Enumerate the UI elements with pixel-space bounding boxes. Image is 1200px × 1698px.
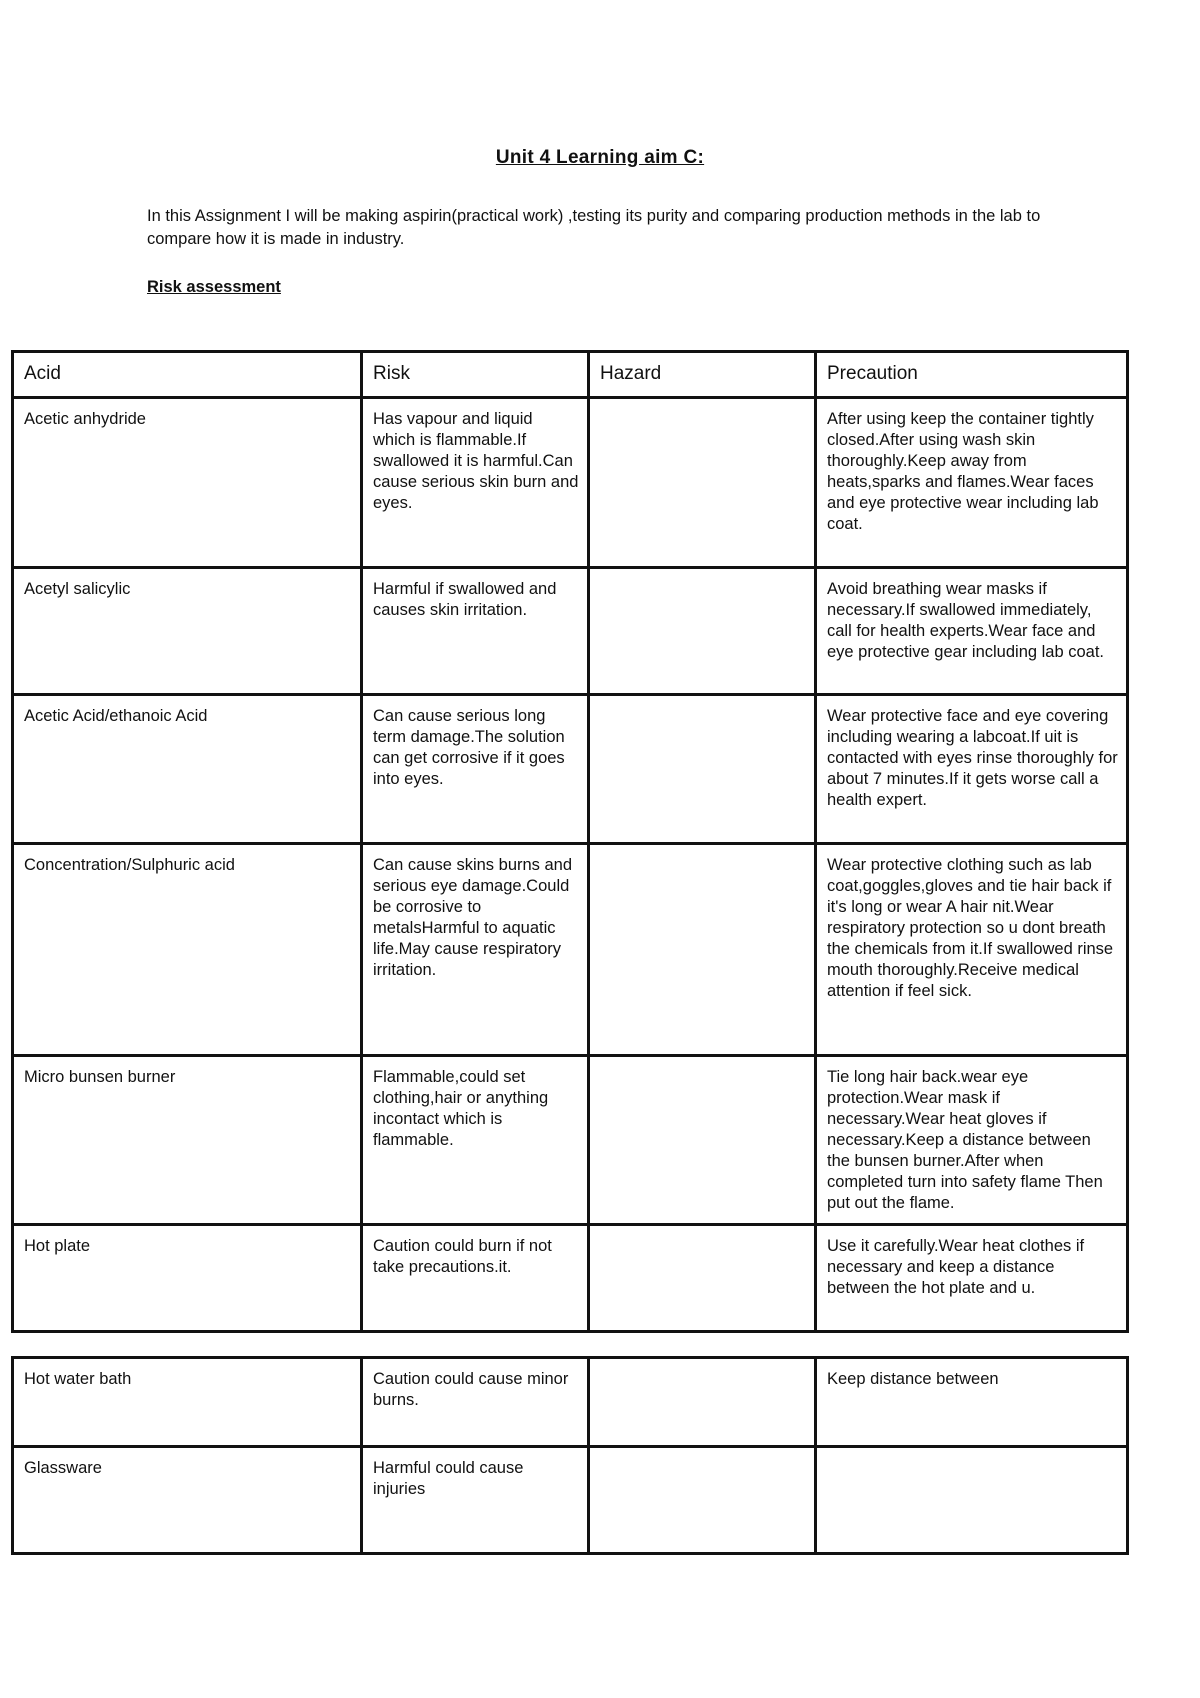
table-row [13, 1056, 1128, 1225]
cell-hazard [589, 568, 816, 695]
document-title: Unit 4 Learning aim C: [495, 147, 705, 168]
cell-item: Concentration/Sulphuric acid [13, 844, 362, 1056]
table-header-row [13, 352, 1128, 398]
cell-precaution: After using keep the container tightly closed.After using wash skin thoroughly.Keep away from heats,sparks and flames.Wear faces and eye protective wear including lab coat. [816, 398, 1128, 568]
table-row [13, 695, 1128, 844]
cell-risk: Caution could burn if not take precautions.it. [362, 1225, 589, 1332]
header-precaution: Precaution [816, 352, 1128, 398]
cell-precaution: Wear protective face and eye covering including wearing a labcoat.If uit is contacted with eyes rinse thoroughly for about 7 minutes.If it gets worse call a health expert. [816, 695, 1128, 844]
table-row [13, 1358, 1128, 1447]
cell-precaution: Avoid breathing wear masks if necessary.If swallowed immediately, call for health experts.Wear face and eye protective gear including lab coat. [816, 568, 1128, 695]
risk-assessment-table [11, 350, 1129, 1333]
cell-hazard [589, 398, 816, 568]
table-row [13, 1225, 1128, 1332]
table-row [13, 398, 1128, 568]
cell-precaution: Keep distance between [816, 1358, 1128, 1447]
header-hazard: Hazard [589, 352, 816, 398]
cell-precaution: Wear protective clothing such as lab coat,goggles,gloves and tie hair back if it's long or wear A hair nit.Wear respiratory protection so u dont breath the chemicals from it.If swallowed rinse mouth thoroughly.Receive medical attention if feel sick. [816, 844, 1128, 1056]
risk-assessment-table-continued [11, 1356, 1129, 1555]
cell-item: Hot water bath [13, 1358, 362, 1447]
header-risk: Risk [362, 352, 589, 398]
cell-item: Hot plate [13, 1225, 362, 1332]
cell-precaution: Tie long hair back.wear eye protection.Wear mask if necessary.Wear heat gloves if necessary.Keep a distance between the bunsen burner.After when completed turn into safety flame Then put out the flame. [816, 1056, 1128, 1225]
cell-hazard [589, 1358, 816, 1447]
cell-risk: Has vapour and liquid which is flammable.If swallowed it is harmful.Can cause serious skin burn and eyes. [362, 398, 589, 568]
cell-item: Glassware [13, 1447, 362, 1554]
cell-precaution: Use it carefully.Wear heat clothes if necessary and keep a distance between the hot plate and u. [816, 1225, 1128, 1332]
header-acid: Acid [13, 352, 362, 398]
cell-risk: Harmful if swallowed and causes skin irritation. [362, 568, 589, 695]
cell-hazard [589, 844, 816, 1056]
cell-hazard [589, 1056, 816, 1225]
cell-precaution [816, 1447, 1128, 1554]
cell-hazard [589, 1225, 816, 1332]
cell-risk: Can cause serious long term damage.The solution can get corrosive if it goes into eyes. [362, 695, 589, 844]
table-row [13, 1447, 1128, 1554]
cell-item: Acetic Acid/ethanoic Acid [13, 695, 362, 844]
cell-risk: Flammable,could set clothing,hair or anything incontact which is flammable. [362, 1056, 589, 1225]
risk-assessment-heading: Risk assessment [147, 278, 281, 296]
cell-risk: Can cause skins burns and serious eye damage.Could be corrosive to metalsHarmful to aquatic life.May cause respiratory irritation. [362, 844, 589, 1056]
cell-item: Acetic anhydride [13, 398, 362, 568]
cell-risk: Caution could cause minor burns. [362, 1358, 589, 1447]
cell-item: Micro bunsen burner [13, 1056, 362, 1225]
table-row [13, 568, 1128, 695]
cell-hazard [589, 1447, 816, 1554]
cell-hazard [589, 695, 816, 844]
table-row [13, 844, 1128, 1056]
cell-risk: Harmful could cause injuries [362, 1447, 589, 1554]
cell-item: Acetyl salicylic [13, 568, 362, 695]
intro-paragraph: In this Assignment I will be making aspirin(practical work) ,testing its purity and comparing production methods in the lab to compare how it is made in industry. [147, 207, 1041, 248]
